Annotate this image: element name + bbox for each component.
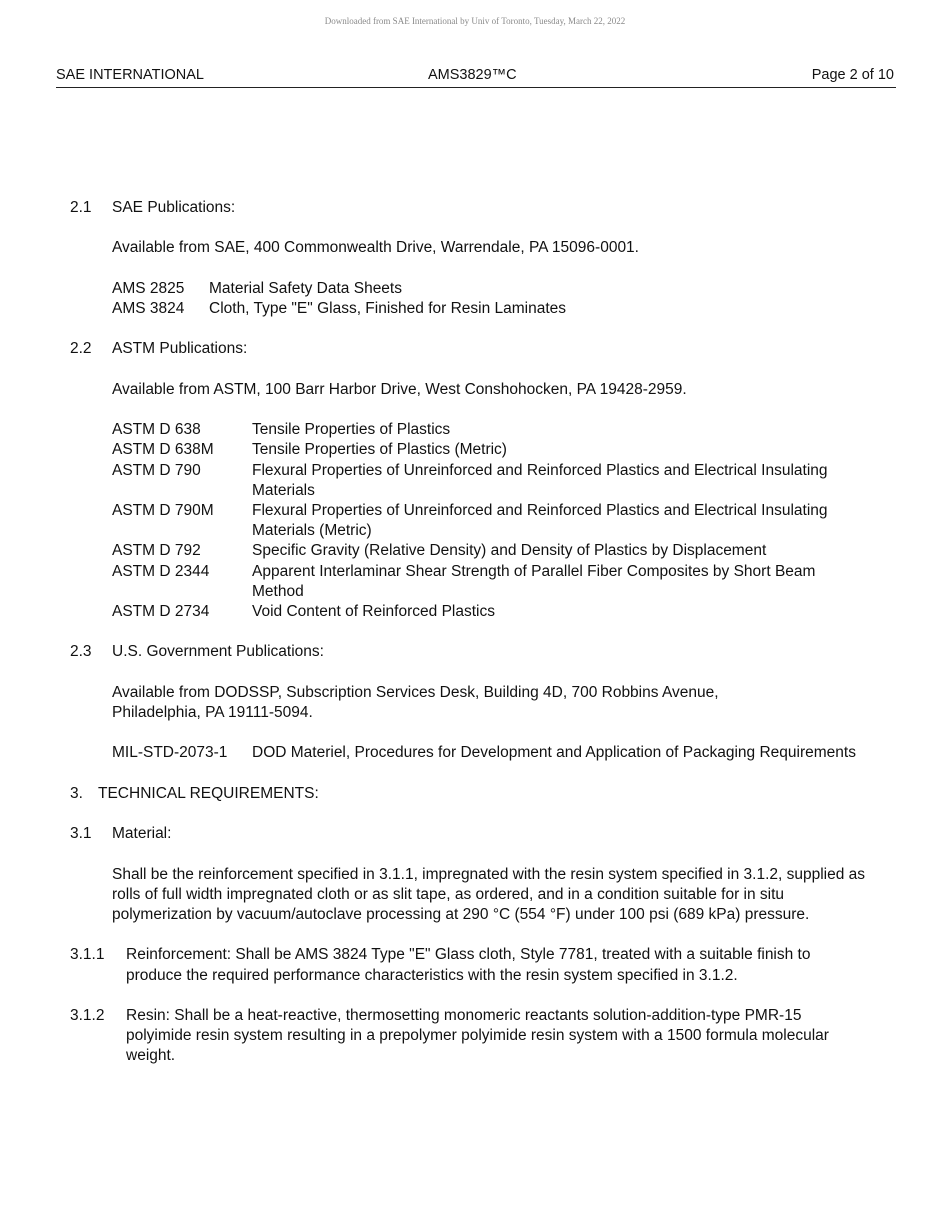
section-title: SAE Publications: [112,199,236,216]
section-number: 2.3 [70,643,92,661]
reference-row [112,743,870,763]
reference-code: AMS 2825 [112,279,185,297]
section-2-2-heading [70,339,870,359]
section-number: 3.1.1 [70,946,105,964]
reference-code: AMS 3824 [112,299,185,317]
reference-title: DOD Materiel, Procedures for Development and Application of Packaging Requirements [252,744,856,762]
reference-title: Void Content of Reinforced Plastics [252,602,495,620]
section-number: 3.1 [70,825,92,843]
reference-title: Cloth, Type "E" Glass, Finished for Resin Laminates [209,299,567,317]
section-title: TECHNICAL REQUIREMENTS: [98,784,319,802]
reference-title: Material Safety Data Sheets [209,279,402,297]
reference-code: ASTM D 792 [112,542,201,560]
download-watermark: Downloaded from SAE International by Univ of Toronto, Tuesday, March 22, 2022 [324,16,626,26]
reference-code: ASTM D 638M [112,441,214,459]
reference-code: ASTM D 638 [112,421,201,439]
reference-row [112,501,870,541]
reference-title: Apparent Interlaminar Shear Strength of Parallel Fiber Composites by Short Beam Method [252,562,816,600]
reference-code: ASTM D 2344 [112,562,210,580]
section-3-1-heading [70,824,870,844]
reference-title: Tensile Properties of Plastics [252,421,451,439]
reference-row [112,562,870,602]
section-title: ASTM Publications: [112,340,248,358]
section-number: 3. [70,784,83,802]
section-number: 2.1 [70,199,92,216]
header-page-number: Page 2 of 10 [811,67,894,83]
section-title: U.S. Government Publications: [112,643,324,661]
reference-title: Specific Gravity (Relative Density) and Density of Plastics by Displacement [252,542,767,560]
reference-row [112,440,870,460]
resin-paragraph: Resin: Shall be a heat-reactive, thermosetting monomeric reactants solution-addition-type PMR-15 polyimide resin system resulting in a prepolymer polyimide resin system with a 1500 formula molecular weight. [126,1006,829,1065]
reference-title: Flexural Properties of Unreinforced and Reinforced Plastics and Electrical Insulating Materials (Metric) [252,501,828,540]
reinforcement-paragraph: Reinforcement: Shall be AMS 3824 Type "E" Glass cloth, Style 7781, treated with a suitable finish to produce the required performance characteristics with the resin system specified in 3.1.2. [126,946,811,984]
reference-code: ASTM D 790 [112,461,201,479]
astm-availability: Available from ASTM, 100 Barr Harbor Drive, West Conshohocken, PA 19428-2959. [112,380,687,398]
reference-row [112,279,870,299]
material-paragraph: Shall be the reinforcement specified in 3.1.1, impregnated with the resin system specified in 3.1.2, supplied as rolls of full width impregnated cloth or as slit tape, as ordered, and in a condition suitable for in situ polymerization by vacuum/autoclave processing at 290 °C (554 °F) under 100 psi (689 kPa) pressure. [112,865,866,923]
government-availability: Available from DODSSP, Subscription Services Desk, Building 4D, 700 Robbins Avenue, Philadelphia, PA 19111-5094. [112,683,719,721]
section-3-1-1 [70,945,870,985]
reference-row [112,299,870,319]
reference-title: Flexural Properties of Unreinforced and Reinforced Plastics and Electrical Insulating Materials [252,461,828,499]
reference-row [112,461,870,501]
header-org: SAE INTERNATIONAL [56,67,204,83]
section-number: 2.2 [70,340,92,358]
header-doc-id: AMS3829™C [428,67,517,83]
reference-row [112,602,870,622]
reference-row [112,541,870,561]
reference-code: MIL-STD-2073-1 [112,744,228,762]
astm-reference-list [112,420,870,622]
section-3-1-2 [70,1006,870,1067]
reference-title: Tensile Properties of Plastics (Metric) [252,441,507,459]
reference-row [112,420,870,440]
government-reference-list [112,743,870,763]
reference-code: ASTM D 790M [112,501,214,519]
section-2-3-heading [70,642,870,662]
section-3-heading [70,784,870,804]
reference-code: ASTM D 2734 [112,602,210,620]
sae-availability: Available from SAE, 400 Commonwealth Drive, Warrendale, PA 15096-0001. [112,239,639,257]
section-2-1-heading [70,198,870,218]
page-header [56,67,896,88]
section-title: Material: [112,825,172,843]
sae-reference-list [112,279,870,319]
document-body [70,198,870,1067]
section-number: 3.1.2 [70,1006,105,1024]
